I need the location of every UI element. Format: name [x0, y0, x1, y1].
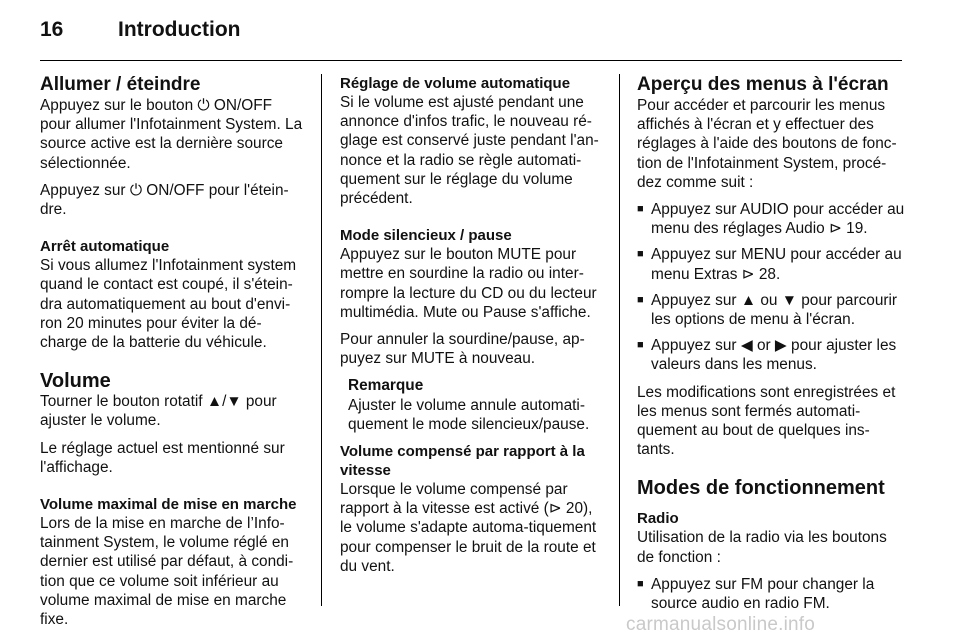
heading-radio: Radio — [637, 510, 679, 528]
paragraph: Lors de la mise en marche de l’Info-tainment System, le volume réglé en dernier est utilisé par défaut, à condi-tion que ce volume soit inférieur au volume maximal de mise en marche fixe. — [40, 515, 294, 629]
heading-mute: Mode silencieux / pause — [340, 227, 512, 245]
heading-volume: Volume — [40, 370, 111, 393]
note-box — [340, 376, 605, 434]
heading-auto-volume: Réglage de volume automatique — [340, 75, 571, 92]
page-number: 16 — [40, 18, 64, 41]
paragraph: Appuyez sur le bouton ⏻ ON/OFF pour allumer l'Infotainment System. La source active est la dernière source sélectionnée. — [40, 97, 303, 172]
paragraph: Le réglage actuel est mentionné sur l'affichage. — [40, 439, 285, 476]
menu-steps-list — [637, 200, 905, 375]
list-item: ■ Appuyez sur ◀ or ▶ pour ajuster les valeurs dans les menus. — [637, 336, 905, 374]
column-3 — [637, 74, 905, 621]
note-text: Ajuster le volume annule automati-quement le mode silencieux/pause. — [348, 396, 590, 433]
radio-steps-list — [637, 575, 905, 613]
list-item: ■ Appuyez sur FM pour changer la source audio en radio FM. — [637, 575, 905, 613]
list-item: ■ Appuyez sur ▲ ou ▼ pour parcourir les options de menu à l'écran. — [637, 291, 905, 329]
heading-speed-volume: Volume compensé par rapport à la vitesse — [340, 443, 585, 480]
header-rule — [40, 60, 902, 61]
column-divider-2 — [619, 74, 620, 606]
page-title: Introduction — [118, 18, 241, 41]
paragraph: Lorsque le volume compensé par rapport à la vitesse est activé (⊳ 20), le volume s'adapte automa-tiquement pour compenser le bruit de la route et du vent. — [340, 481, 597, 575]
paragraph: Pour annuler la sourdine/pause, ap-puyez sur MUTE à nouveau. — [340, 331, 585, 368]
heading-on-off: Allumer / éteindre — [40, 74, 201, 95]
note-title: Remarque — [348, 377, 424, 395]
paragraph: Appuyez sur ⏻ ON/OFF pour l'étein-dre. — [40, 181, 289, 219]
paragraph: Tourner le bouton rotatif ▲/▼ pour ajuster le volume. — [40, 393, 277, 430]
heading-modes: Modes de fonctionnement — [637, 477, 885, 500]
paragraph: Si vous allumez l'Infotainment system quand le contact est coupé, il s'étein-dra automatiquement au bout d'envi-ron 20 minutes pour éviter la dé-charge de la batterie du véhicule. — [40, 257, 297, 352]
page-header — [40, 18, 240, 42]
paragraph: Si le volume est ajusté pendant une annonce d'infos trafic, le nouveau ré-glage est conservé juste pendant l'an-nonce et la radio se règle automati-quement sur le réglage du volume précédent. — [340, 94, 599, 208]
list-item: ■ Appuyez sur AUDIO pour accéder au menu des réglages Audio ⊳ 19. — [637, 200, 905, 238]
heading-menus: Aperçu des menus à l'écran — [637, 74, 889, 95]
column-1 — [40, 74, 305, 637]
watermark: carmanualsonline.info — [626, 614, 816, 635]
paragraph: Pour accéder et parcourir les menus affichés à l'écran et y effectuer des réglages à l'aide des boutons de fonc-tion de l'Infotainment System, procé-dez comme suit : — [637, 97, 897, 191]
paragraph: Les modifications sont enregistrées et les menus sont fermés automati-quement au bout de quelques ins-tants. — [637, 383, 896, 459]
column-divider-1 — [321, 74, 322, 606]
heading-max-volume: Volume maximal de mise en marche — [40, 496, 297, 514]
list-item: ■ Appuyez sur MENU pour accéder au menu Extras ⊳ 28. — [637, 245, 905, 283]
heading-auto-off: Arrêt automatique — [40, 238, 170, 256]
paragraph: Utilisation de la radio via les boutons de fonction : — [637, 529, 887, 566]
column-2 — [340, 74, 605, 584]
paragraph: Appuyez sur le bouton MUTE pour mettre en sourdine la radio ou inter-rompre la lecture du CD ou du lecteur multimédia. Mute ou Pause s'affiche. — [340, 246, 597, 321]
